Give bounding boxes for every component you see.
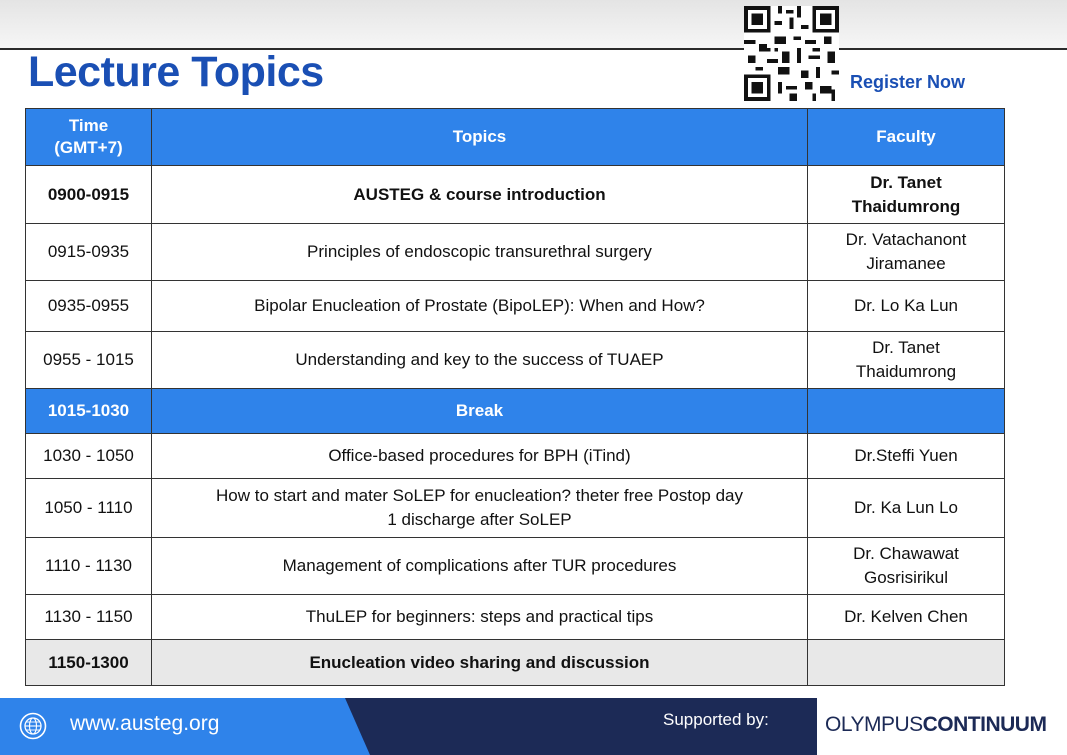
header-faculty: Faculty	[808, 109, 1005, 166]
register-now-link[interactable]: Register Now	[850, 72, 966, 92]
table-row	[26, 166, 1005, 224]
page-title: Lecture Topics	[28, 48, 324, 96]
table-row	[26, 332, 1005, 389]
topic-cell: Understanding and key to the success of TUAEP	[152, 332, 808, 389]
topic-cell: How to start and mater SoLEP for enucleation? theter free Postop day 1 discharge after SoLEP	[152, 479, 808, 538]
header-topics: Topics	[152, 109, 808, 166]
sponsor-logo	[825, 713, 1046, 737]
table-row	[26, 595, 1005, 640]
faculty-cell	[808, 389, 1005, 434]
faculty-cell: Dr. Tanet Thaidumrong	[808, 166, 1005, 224]
topic-cell: ThuLEP for beginners: steps and practical tips	[152, 595, 808, 640]
header-time-label: Time (GMT+7)	[54, 116, 123, 157]
topic-cell: AUSTEG & course introduction	[152, 166, 808, 224]
table-row-break	[26, 389, 1005, 434]
time-cell: 0915-0935	[26, 224, 152, 281]
topic-cell: Principles of endoscopic transurethral surgery	[152, 224, 808, 281]
time-cell: 1050 - 1110	[26, 479, 152, 538]
table-row	[26, 640, 1005, 686]
topic-cell: Management of complications after TUR procedures	[152, 538, 808, 595]
topic-cell: Bipolar Enucleation of Prostate (BipoLEP): When and How?	[152, 281, 808, 332]
faculty-cell: Dr.Steffi Yuen	[808, 434, 1005, 479]
time-cell: 0955 - 1015	[26, 332, 152, 389]
globe-icon	[19, 712, 47, 740]
header-time	[26, 109, 152, 166]
table-row	[26, 281, 1005, 332]
sponsor-logo-part1: OLYMPUS	[825, 713, 923, 736]
footer	[0, 698, 1067, 755]
time-cell: 1110 - 1130	[26, 538, 152, 595]
time-cell: 0900-0915	[26, 166, 152, 224]
time-cell: 0935-0955	[26, 281, 152, 332]
top-band	[0, 0, 1067, 50]
time-cell: 1130 - 1150	[26, 595, 152, 640]
table-row	[26, 538, 1005, 595]
faculty-cell: Dr. Tanet Thaidumrong	[808, 332, 1005, 389]
faculty-cell: Dr. Vatachanont Jiramanee	[808, 224, 1005, 281]
faculty-cell: Dr. Chawawat Gosrisirikul	[808, 538, 1005, 595]
faculty-cell	[808, 640, 1005, 686]
table-row	[26, 479, 1005, 538]
topic-cell: Break	[152, 389, 808, 434]
lecture-schedule-table	[25, 108, 1005, 686]
table-header-row	[26, 109, 1005, 166]
table-row	[26, 434, 1005, 479]
qr-code-icon[interactable]	[744, 6, 839, 101]
supported-by-label: Supported by:	[663, 710, 769, 729]
faculty-cell: Dr. Kelven Chen	[808, 595, 1005, 640]
table-row	[26, 224, 1005, 281]
faculty-cell: Dr. Lo Ka Lun	[808, 281, 1005, 332]
website-link[interactable]: www.austeg.org	[70, 712, 220, 735]
topic-cell: Enucleation video sharing and discussion	[152, 640, 808, 686]
time-cell: 1015-1030	[26, 389, 152, 434]
time-cell: 1030 - 1050	[26, 434, 152, 479]
time-cell: 1150-1300	[26, 640, 152, 686]
faculty-cell: Dr. Ka Lun Lo	[808, 479, 1005, 538]
topic-cell: Office-based procedures for BPH (iTind)	[152, 434, 808, 479]
sponsor-logo-part2: CONTINUUM	[922, 713, 1047, 736]
